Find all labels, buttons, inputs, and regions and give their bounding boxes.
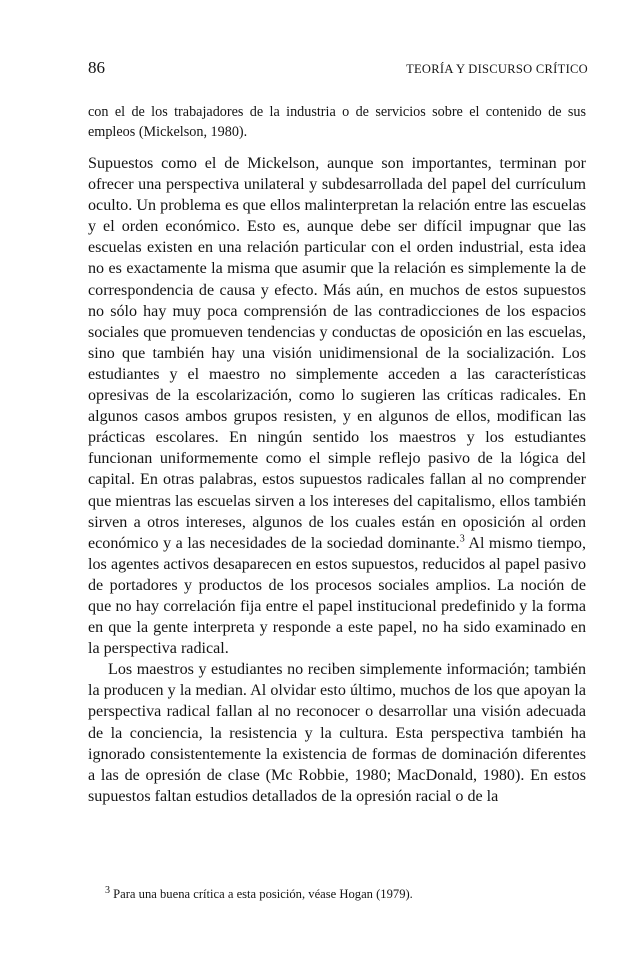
- paragraph-1: [88, 153, 586, 659]
- paragraph-1-part-a: Supuestos como el de Mickelson, aunque son importantes, terminan por ofrecer una perspectiva unilateral y subdesarrollada del papel del currículum oculto. Un problema es que ellos malinterpretan la relación entre las escuelas y el orden económico. Esto es, aunque debe ser difícil impugnar que las escuelas existen en una relación particular con el orden industrial, esta idea no es exactamente la misma que asumir que la relación es simplemente la de correspondencia de causa y efecto. Más aún, en muchos de estos supuestos no sólo hay muy poca comprensión de las contradicciones de los espacios sociales que promueven tendencias y conductas de oposición en las escuelas, sino que también hay una visión unidimensional de la socialización. Los estudiantes y el maestro no simplemente acceden a las características opresivas de la escolarización, como lo sugieren las críticas radicales. En algunos casos ambos grupos resisten, y en algunos de ellos, modifican las prácticas escolares. En ningún sentido los maestros y los estudiantes funcionan uniformemente como el simple reflejo pasivo de la lógica del capital. En otras palabras, estos supuestos radicales fallan al no comprender que mientras las escuelas sirven a los intereses del capitalismo, ellos también sirven a otros intereses, algunos de los cuales están en oposición al orden económico y a las necesidades de la sociedad dominante.: [88, 155, 586, 552]
- footnote-reference: 3: [459, 533, 465, 545]
- continuation-text: con el de los trabajadores de la industria o de servicios sobre el contenido de sus empleos (Mickelson, 1980).: [88, 104, 586, 140]
- page-header: [88, 58, 588, 78]
- running-head: TEORÍA Y DISCURSO CRÍTICO: [406, 62, 588, 76]
- page-number: 86: [88, 58, 105, 77]
- main-text: [88, 153, 586, 807]
- continuation-paragraph: [88, 102, 586, 142]
- footnote-text: Para una buena crítica a esta posición, véase Hogan (1979).: [110, 887, 413, 901]
- paragraph-2: Los maestros y estudiantes no reciben simplemente información; también la producen y la median. Al olvidar esto último, muchos de los que apoyan la perspectiva radical fallan al no reconocer o desarrollar una visión adecuada de la conciencia, la resistencia y la cultura. Esta perspectiva también ha ignorado consistentemente la existencia de formas de dominación diferentes a las de opresión de clase (Mc Robbie, 1980; MacDonald, 1980). En estos supuestos faltan estudios detallados de la opresión racial o de la: [88, 661, 586, 805]
- footnote-marker: 3: [105, 884, 110, 896]
- footnote: [105, 886, 586, 902]
- paragraph-1-part-b: Al mismo tiempo, los agentes activos desaparecen en estos supuestos, reducidos al papel pasivo de portadores y productos de los procesos sociales amplios. La noción de que no hay correlación fija entre el papel institucional predefinido y la forma en que la gente interpreta y responde a este papel, no ha sido examinado en la perspectiva radical.: [88, 534, 586, 658]
